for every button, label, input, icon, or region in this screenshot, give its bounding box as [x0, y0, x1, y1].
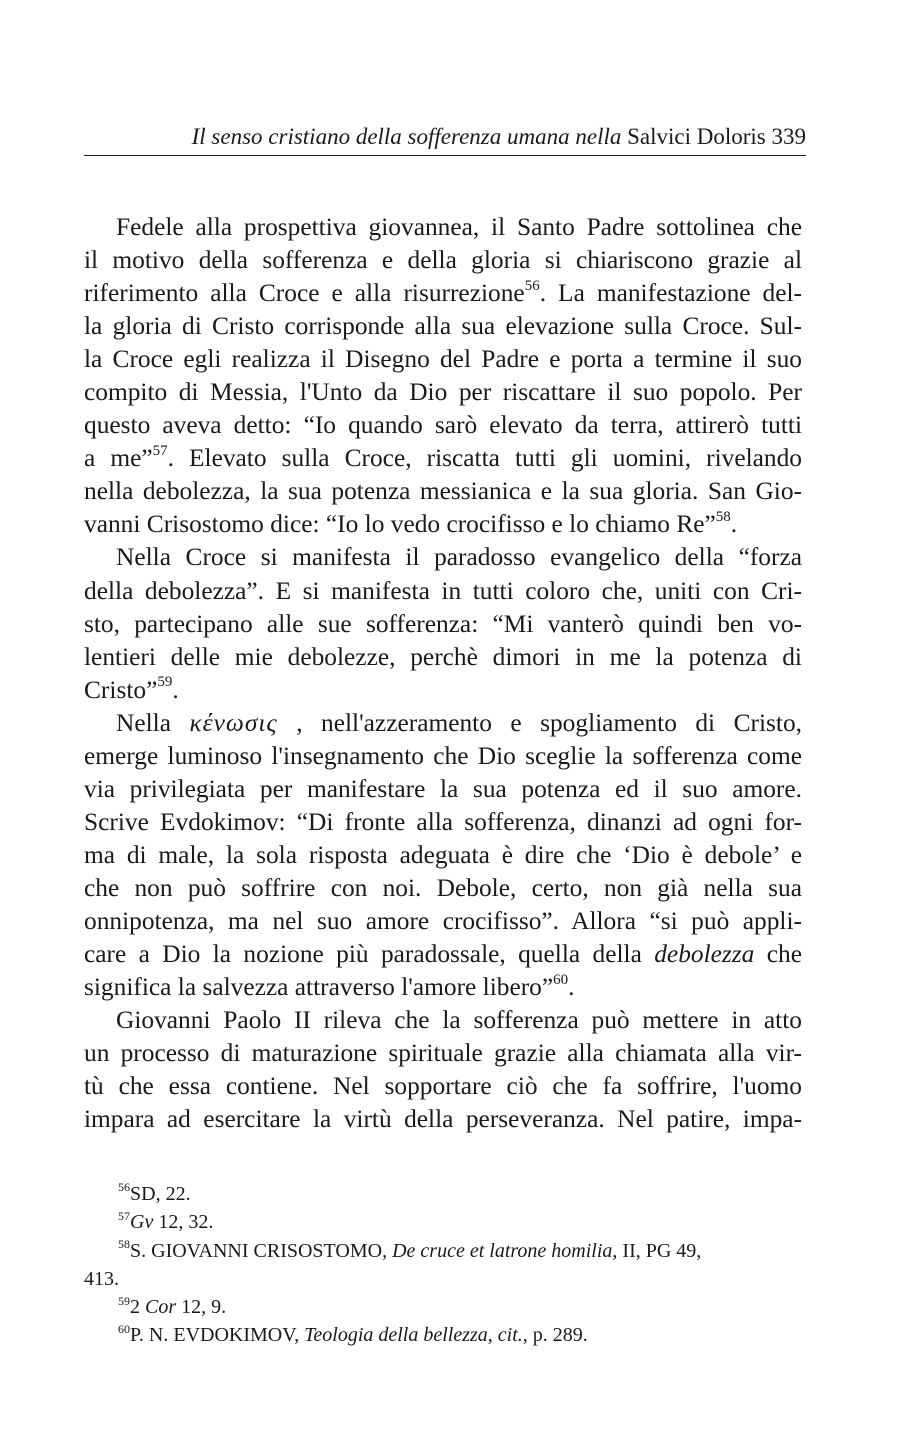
text-line: impara ad esercitare la virtù della perseveranza. Nel patire, impa- — [84, 1105, 802, 1134]
main-text — [84, 211, 802, 1136]
footnote-59: $^{59}$2 Cor 12, 9. — [118, 1293, 227, 1319]
text-line: la Croce egli realizza il Disegno del Padre e porta a termine il suo — [84, 345, 802, 374]
footnote-56: $^{56}$SD, 22. — [118, 1180, 191, 1205]
text-line: riferimento alla Croce e alla risurrezione$^{56}$. La manifestazione del- — [84, 277, 803, 308]
text-line: via privilegiata per manifestare la sua potenza ed il suo amore. — [84, 774, 802, 803]
text-line: il motivo della sofferenza e della gloria si chiariscono grazie al — [84, 246, 802, 275]
text-line: nella debolezza, la sua potenza messianica e la sua gloria. San Gio- — [84, 477, 802, 506]
header-title-roman: Salvici Doloris — [627, 124, 766, 149]
greek-term: κένωσις — [189, 708, 278, 737]
text-line: significa la salvezza attraverso l'amore libero”$^{60}$. — [84, 971, 575, 1002]
footnote-58-continuation: 413. — [84, 1267, 119, 1290]
footnotes — [84, 1180, 806, 1350]
emphasis: debolezza — [654, 940, 755, 969]
footnote-ref: 58 — [715, 508, 731, 525]
text-line: Nella κένωσις , nell'azzeramento e spogliamento di Cristo, — [116, 708, 802, 737]
paragraph-4 — [84, 1004, 802, 1136]
text-line: ma di male, la sola risposta adeguata è dire che ‘Dio è debole’ e — [84, 840, 802, 869]
text-line: un processo di maturazione spirituale grazie alla chiamata alla vir- — [84, 1039, 802, 1068]
text-line: questo aveva detto: “Io quando sarò elevato da terra, attirerò tutti — [84, 411, 802, 440]
footnote-ref: 56 — [524, 277, 540, 294]
text-line: Giovanni Paolo II rileva che la sofferenza può mettere in atto — [116, 1006, 802, 1035]
footnote-ref: 59 — [157, 674, 173, 691]
text-line: vanni Crisostomo dice: “Io lo vedo crocifisso e lo chiamo Re”$^{58}$. — [84, 508, 738, 539]
running-header — [84, 122, 806, 156]
text-line: Nella Croce si manifesta il paradosso evangelico della “forza — [116, 543, 802, 572]
text-line: a me”$^{57}$. Elevato sulla Croce, riscatta tutti gli uomini, rivelando — [84, 442, 802, 473]
text-line: lentieri delle mie debolezze, perchè dimori in me la potenza di — [84, 642, 802, 671]
text-line: care a Dio la nozione più paradossale, quella della debolezza che — [84, 940, 802, 969]
text-line: Fedele alla prospettiva giovannea, il Santo Padre sottolinea che — [116, 213, 802, 241]
page-number: 339 — [771, 124, 806, 149]
footnote-58: $^{58}$S. GIOVANNI CRISOSTOMO, De cruce et latrone homilia, II, PG 49, — [118, 1236, 702, 1262]
text-line: compito di Messia, l'Unto da Dio per riscattare il suo popolo. Per — [84, 378, 802, 407]
paragraph-2 — [84, 541, 802, 706]
text-line: della debolezza”. E si manifesta in tutti coloro che, uniti con Cri- — [84, 576, 802, 605]
text-line: sto, partecipano alle sue sofferenza: “Mi vanterò quindi ben vo- — [84, 609, 802, 638]
text-line: emerge luminoso l'insegnamento che Dio sceglie la sofferenza come — [84, 741, 802, 770]
header-title-italic: Il senso cristiano della sofferenza umana nella — [191, 124, 622, 149]
text-line: tù che essa contiene. Nel sopportare ciò che fa soffrire, l'uomo — [84, 1072, 802, 1101]
text-line: Cristo”$^{59}$. — [84, 674, 179, 704]
text-line: la gloria di Cristo corrisponde alla sua elevazione sulla Croce. Sul- — [84, 312, 802, 341]
paragraph-3 — [84, 707, 802, 1004]
footnote-60: $^{60}$P. N. EVDOKIMOV, Teologia della bellezza, cit., p. 289. — [118, 1321, 588, 1347]
text-line: che non può soffrire con noi. Debole, certo, non già nella sua — [84, 873, 802, 902]
paragraph-1 — [84, 211, 802, 541]
footnote-ref: 57 — [152, 442, 168, 459]
text-line: Scrive Evdokimov: “Di fronte alla sofferenza, dinanzi ad ogni for- — [84, 807, 802, 836]
footnote-ref: 60 — [553, 971, 569, 988]
text-line: onnipotenza, ma nel suo amore crocifisso”. Allora “si può appli- — [84, 906, 802, 935]
footnote-57: $^{57}$Gv 12, 32. — [118, 1208, 214, 1234]
